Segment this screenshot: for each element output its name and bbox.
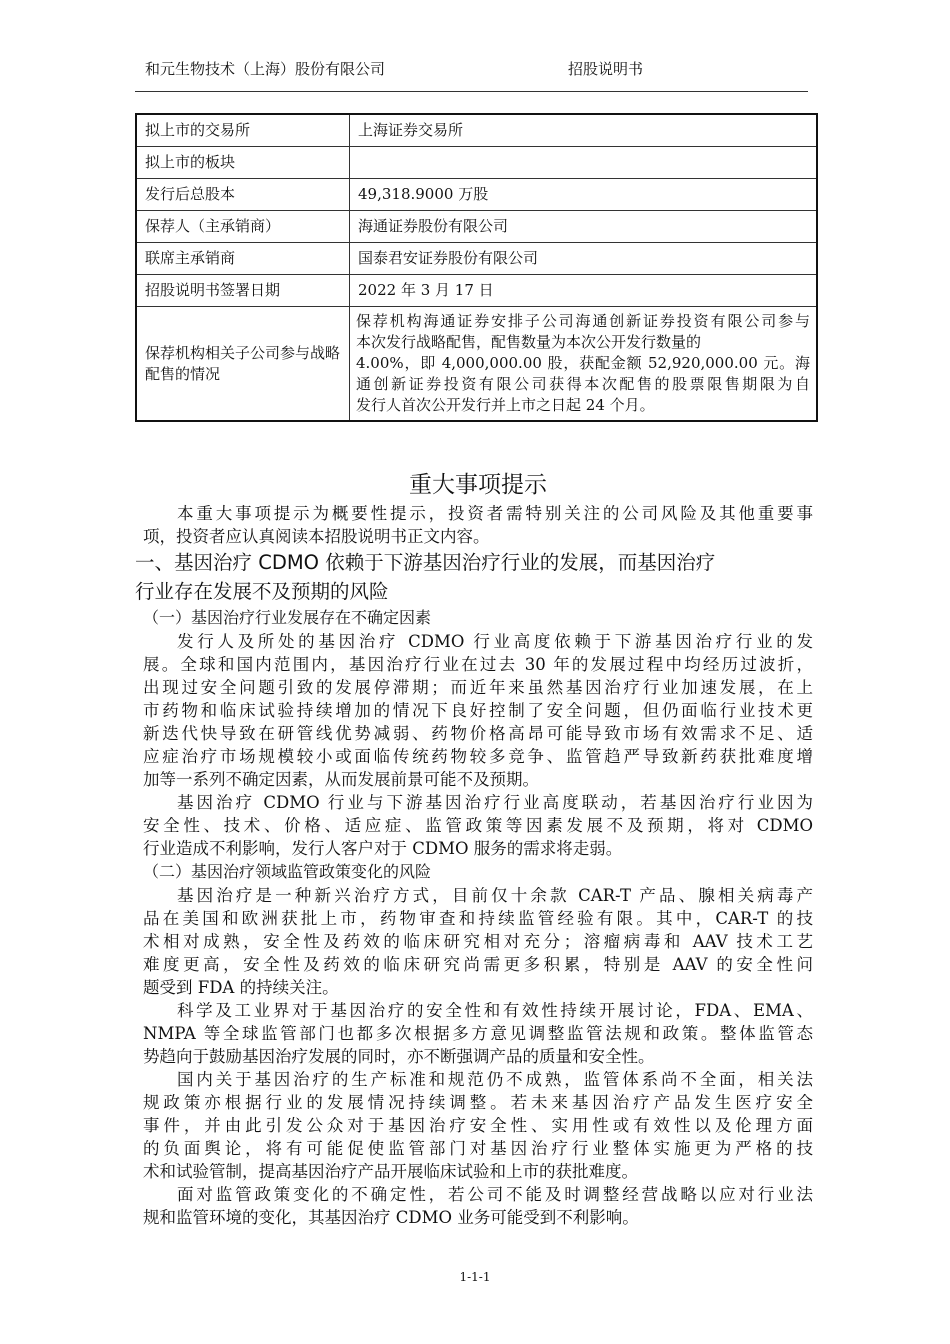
row-label: 保荐机构相关子公司参与战略配售的情况 (136, 307, 350, 422)
paragraph-line: 事件，并由此引发公众对于基因治疗安全性、实用性或有效性以及伦理方面 (143, 1116, 813, 1135)
value-line: 通创新证券投资有限公司获得本次配售的股票限售期限为自 (356, 375, 810, 393)
subheading: （二）基因治疗领域监管政策变化的风险 (143, 862, 432, 881)
table-row (136, 307, 817, 422)
paragraph-line: 市药物和临床试验持续增加的情况下良好控制了安全问题，但仍面临行业技术更 (143, 701, 813, 720)
intro-line: 本重大事项提示为概要性提示，投资者需特别关注的公司风险及其他重要事 (177, 504, 813, 523)
table-row (136, 211, 817, 243)
row-value (350, 307, 818, 422)
paragraph-line: 展。全球和国内范围内，基因治疗行业在过去 30 年的发展过程中均经历过波折， (143, 655, 813, 674)
paragraph-line: 国内关于基因治疗的生产标准和规范仍不成熟，监管体系尚不全面，相关法 (177, 1070, 813, 1089)
row-label: 保荐人（主承销商） (136, 211, 350, 243)
row-value (350, 179, 818, 211)
heading-1: 一、基因治疗 CDMO 依赖于下游基因治疗行业的发展，而基因治疗 (135, 551, 716, 574)
header-divider (135, 91, 808, 92)
paragraph-line: 出现过安全问题引致的发展停滞期；而近年来虽然基因治疗行业加速发展，在上 (143, 678, 813, 697)
table-row (136, 114, 817, 147)
paragraph-line: 术相对成熟，安全性及药效的临床研究相对充分；溶瘤病毒和 AAV 技术工艺 (143, 932, 813, 951)
paragraph-line: 品在美国和欧洲获批上市，药物审查和持续监管经验有限。其中，CAR-T 的技 (143, 909, 813, 928)
value-line: 2022 年 3 月 17 日 (358, 281, 494, 299)
subheading: （一）基因治疗行业发展存在不确定因素 (143, 608, 432, 627)
value-line: 4.00%，即 4,000,000.00 股，获配金额 52,920,000.00 元。海 (356, 354, 810, 372)
table-row (136, 243, 817, 275)
paragraph-line: 题受到 FDA 的持续关注。 (143, 978, 339, 997)
value-line: 海通证券股份有限公司 (358, 217, 509, 235)
section-title: 重大事项提示 (409, 472, 547, 498)
value-line: 49,318.9000 万股 (358, 185, 489, 203)
paragraph-line: 科学及工业界对于基因治疗的安全性和有效性持续开展讨论，FDA、EMA、 (177, 1001, 813, 1020)
paragraph-line: 新迭代快导致在研管线优势减弱、药物价格高昂可能导致市场有效需求不足、适 (143, 724, 813, 743)
paragraph-line: 基因治疗 CDMO 行业与下游基因治疗行业高度联动，若基因治疗行业因为 (177, 793, 813, 812)
issuance-info-table (135, 113, 818, 422)
row-value (350, 114, 818, 147)
intro-line: 项，投资者应认真阅读本招股说明书正文内容。 (143, 527, 490, 546)
row-label: 拟上市的交易所 (136, 114, 350, 147)
row-label: 拟上市的板块 (136, 147, 350, 179)
table-row (136, 275, 817, 307)
paragraph-line: 应症治疗市场规模较小或面临传统药物较多竞争、监管趋严导致新药获批难度增 (143, 747, 813, 766)
paragraph-line: 加等一系列不确定因素，从而发展前景可能不及预期。 (143, 770, 539, 789)
value-line: 上海证券交易所 (358, 121, 464, 139)
heading-1: 行业存在发展不及预期的风险 (135, 580, 389, 603)
table-row (136, 179, 817, 211)
row-label: 招股说明书签署日期 (136, 275, 350, 307)
value-line: 发行人首次公开发行并上市之日起 24 个月。 (356, 396, 655, 414)
row-value (350, 147, 818, 179)
row-value (350, 211, 818, 243)
value-line: 本次发行战略配售，配售数量为本次公开发行数量的 (356, 333, 702, 351)
paragraph-line: 的负面舆论，将有可能促使监管部门对基因治疗行业整体实施更为严格的技 (143, 1139, 813, 1158)
page-number: 1-1-1 (459, 1270, 491, 1284)
paragraph-line: 势趋向于鼓励基因治疗发展的同时，亦不断强调产品的质量和安全性。 (143, 1047, 655, 1066)
major-matters-section (135, 468, 813, 1229)
value-line: 保荐机构海通证券安排子公司海通创新证券投资有限公司参与 (356, 312, 810, 330)
paragraph-line: 术和试验管制，提高基因治疗产品开展临床试验和上市的获批难度。 (143, 1162, 638, 1181)
row-value (350, 243, 818, 275)
paragraph-line: 面对监管政策变化的不确定性，若公司不能及时调整经营战略以应对行业法 (177, 1185, 813, 1204)
row-value (350, 275, 818, 307)
paragraph-line: NMPA 等全球监管部门也都多次根据多方意见调整监管法规和政策。整体监管态 (143, 1024, 813, 1043)
paragraph-line: 行业造成不利影响，发行人客户对于 CDMO 服务的需求将走弱。 (143, 839, 623, 858)
paragraph-line: 发行人及所处的基因治疗 CDMO 行业高度依赖于下游基因治疗行业的发 (177, 632, 813, 651)
value-line: 国泰君安证券股份有限公司 (358, 249, 539, 267)
header-doc-type: 招股说明书 (568, 60, 644, 78)
paragraph-line: 安全性、技术、价格、适应症、监管政策等因素发展不及预期，将对 CDMO (143, 816, 813, 835)
row-label: 发行后总股本 (136, 179, 350, 211)
table-row (136, 147, 817, 179)
row-label: 联席主承销商 (136, 243, 350, 275)
header-company: 和元生物技术（上海）股份有限公司 (145, 60, 386, 78)
paragraph-line: 规和监管环境的变化，其基因治疗 CDMO 业务可能受到不利影响。 (143, 1208, 639, 1227)
paragraph-line: 规政策亦根据行业的发展情况持续调整。若未来基因治疗产品发生医疗安全 (143, 1093, 813, 1112)
paragraph-line: 基因治疗是一种新兴治疗方式，目前仅十余款 CAR-T 产品、腺相关病毒产 (177, 886, 813, 905)
paragraph-line: 难度更高，安全性及药效的临床研究尚需更多积累，特别是 AAV 的安全性问 (143, 955, 813, 974)
